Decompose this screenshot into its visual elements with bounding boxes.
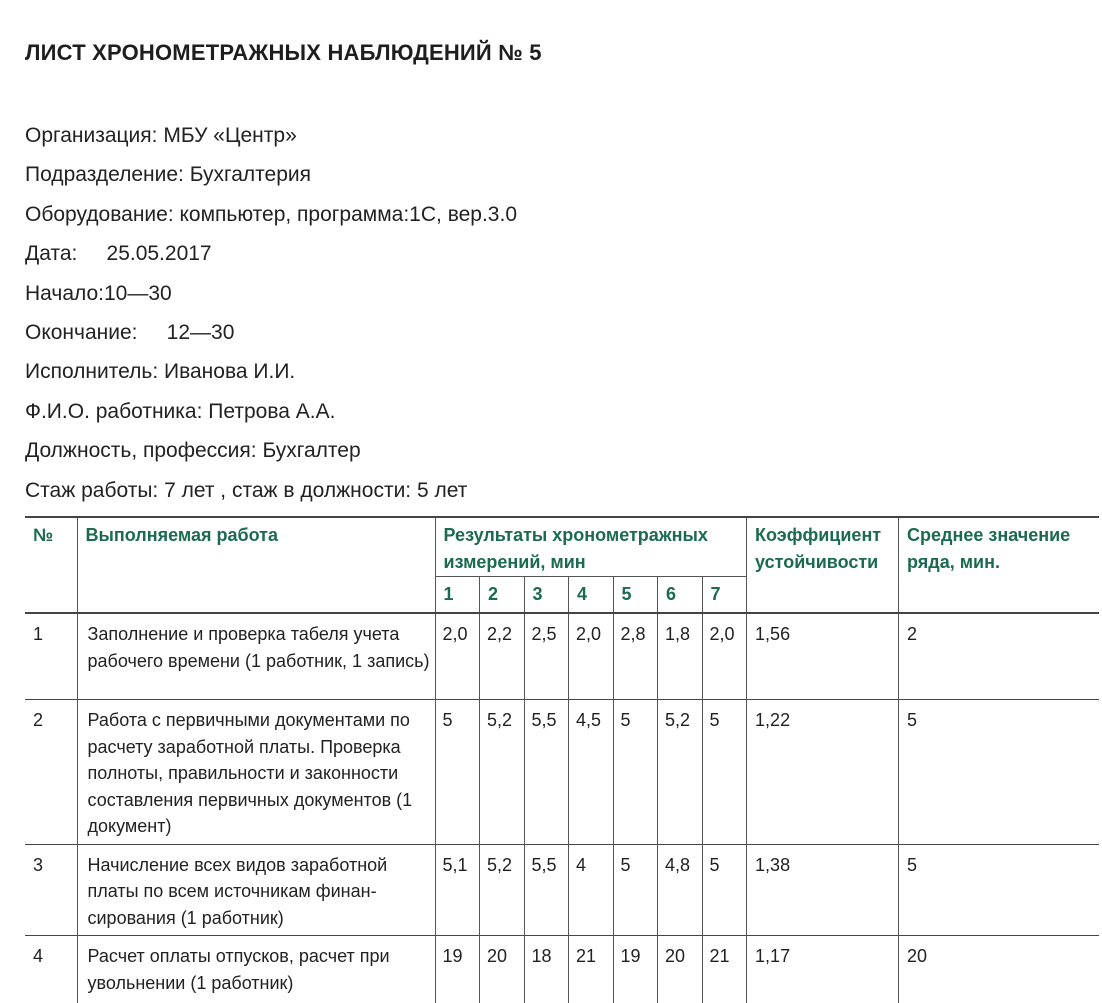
row-measurement: 21	[702, 936, 747, 1003]
row-measurement: 21	[569, 936, 614, 1003]
row-measurement: 4	[569, 844, 614, 936]
row-measurement: 5,2	[480, 700, 525, 845]
row-measurement: 2,0	[435, 613, 480, 700]
header-measurement-3: 3	[524, 577, 569, 614]
row-measurement: 19	[613, 936, 658, 1003]
table-row	[25, 613, 1099, 700]
row-num: 3	[25, 844, 77, 936]
header-measurement-5: 5	[613, 577, 658, 614]
header-work: Выполняемая работа	[77, 517, 435, 613]
info-end-time: Окончание: 12—30	[25, 313, 517, 352]
row-measurement: 4,5	[569, 700, 614, 845]
row-measurement: 5	[435, 700, 480, 845]
row-num: 2	[25, 700, 77, 845]
table-body	[25, 613, 1099, 1003]
row-measurement: 2,5	[524, 613, 569, 700]
row-measurement: 20	[658, 936, 703, 1003]
row-measurement: 1,8	[658, 613, 703, 700]
row-measurement: 18	[524, 936, 569, 1003]
row-average: 20	[899, 936, 1099, 1003]
header-measurement-1: 1	[435, 577, 480, 614]
row-measurement: 20	[480, 936, 525, 1003]
row-measurement: 2,2	[480, 613, 525, 700]
row-measurement: 5	[702, 844, 747, 936]
row-measurement: 5,2	[480, 844, 525, 936]
chronometry-table	[25, 516, 1099, 1003]
header-results: Результаты хронометражных измерений, мин	[435, 517, 747, 577]
row-measurement: 5,1	[435, 844, 480, 936]
header-measurement-2: 2	[480, 577, 525, 614]
row-measurement: 5	[613, 700, 658, 845]
row-measurement: 2,0	[702, 613, 747, 700]
header-measurement-4: 4	[569, 577, 614, 614]
row-coefficient: 1,38	[747, 844, 899, 936]
row-coefficient: 1,17	[747, 936, 899, 1003]
row-measurement: 5	[613, 844, 658, 936]
row-average: 5	[899, 700, 1099, 845]
table-row	[25, 844, 1099, 936]
page-title: ЛИСТ ХРОНОМЕТРАЖНЫХ НАБЛЮДЕНИЙ № 5	[25, 40, 542, 66]
header-measurement-6: 6	[658, 577, 703, 614]
row-measurement: 2,0	[569, 613, 614, 700]
row-coefficient: 1,22	[747, 700, 899, 845]
row-work: Заполнение и проверка табеля учета рабочего времени (1 работник, 1 запись)	[77, 613, 435, 700]
row-coefficient: 1,56	[747, 613, 899, 700]
info-department: Подразделение: Бухгалтерия	[25, 155, 517, 194]
info-experience: Стаж работы: 7 лет , стаж в должности: 5 лет	[25, 471, 517, 510]
row-average: 2	[899, 613, 1099, 700]
observation-info-list	[25, 116, 517, 510]
table-row	[25, 936, 1099, 1003]
row-work: Начисление всех видов заработной платы по всем источникам финансирования (1 работник)	[77, 844, 435, 936]
info-performer: Исполнитель: Иванова И.И.	[25, 352, 517, 391]
header-coefficient: Коэффициент устойчивости	[747, 517, 899, 613]
info-organization: Организация: МБУ «Центр»	[25, 116, 517, 155]
row-measurement: 5,5	[524, 700, 569, 845]
row-measurement: 2,8	[613, 613, 658, 700]
info-date: Дата: 25.05.2017	[25, 234, 517, 273]
header-measurement-7: 7	[702, 577, 747, 614]
table-header	[25, 517, 1099, 613]
header-num: №	[25, 517, 77, 613]
table-row	[25, 700, 1099, 845]
info-employee-name: Ф.И.О. работника: Петрова А.А.	[25, 392, 517, 431]
row-work: Работа с первичными документами по расчету заработной платы. Проверка полноты, правильности и законности составления первичных документов (1 документ)	[77, 700, 435, 845]
row-measurement: 4,8	[658, 844, 703, 936]
row-measurement: 5,5	[524, 844, 569, 936]
row-average: 5	[899, 844, 1099, 936]
row-measurement: 5	[702, 700, 747, 845]
row-num: 1	[25, 613, 77, 700]
row-measurement: 19	[435, 936, 480, 1003]
row-measurement: 5,2	[658, 700, 703, 845]
info-equipment: Оборудование: компьютер, программа:1С, вер.3.0	[25, 195, 517, 234]
info-start-time: Начало:10—30	[25, 274, 517, 313]
row-num: 4	[25, 936, 77, 1003]
row-work: Расчет оплаты отпусков, расчет при увольнении (1 работник)	[77, 936, 435, 1003]
header-average: Среднее значение ряда, мин.	[899, 517, 1099, 613]
info-position: Должность, профессия: Бухгалтер	[25, 431, 517, 470]
